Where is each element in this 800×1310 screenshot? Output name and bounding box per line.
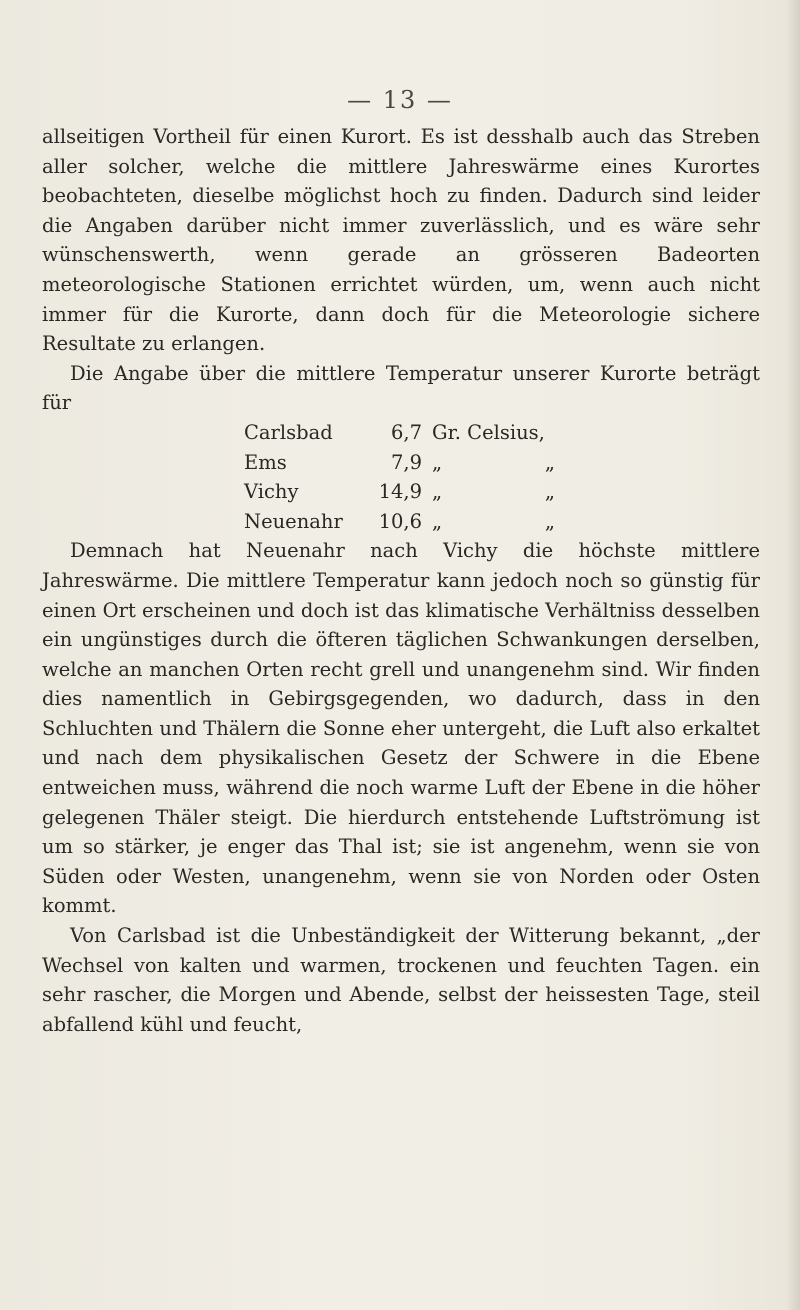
paragraph-1: allseitigen Vortheil für einen Kurort. Es ist desshalb auch das Streben aller solcher, welche die mittlere Jahreswärme eines Kurortes beobachteten, dieselbe möglichst hoch zu finden. Dadurch sind leider die Angaben darüber nicht immer zuverlässlich, und es wäre sehr wünschenswerth, wenn gerade an grösseren Badeorten meteorologische Stationen errichtet würden, um, wenn auch nicht immer für die Kurorte, dann doch für die Meteorologie sichere Resultate zu erlangen. (42, 125, 760, 356)
temperature-value: 6,7 (390, 420, 422, 444)
temperature-ditto: „ (544, 450, 555, 474)
temperature-value: 14,9 (378, 480, 422, 504)
page-number: — 13 — (347, 86, 453, 114)
body-text (42, 122, 760, 1039)
temperature-place: Vichy (244, 480, 299, 504)
temperature-row (244, 507, 585, 537)
page-edge-shadow (786, 0, 800, 1310)
temperature-unit: „ (432, 450, 443, 474)
temperature-row (244, 477, 585, 507)
paragraph-4: Von Carlsbad ist die Unbeständigkeit der Witterung bekannt, „der Wechsel von kalten und warmen, trockenen und feuchten Tagen. ein sehr rascher, die Morgen und Abende, selbst der heissesten Tage, steil abfallend kühl und feucht, (42, 924, 760, 1036)
temperature-place: Ems (244, 450, 287, 474)
temperature-place: Carlsbad (244, 420, 333, 444)
temperature-table (244, 418, 585, 536)
temperature-value: 7,9 (390, 450, 422, 474)
temperature-unit: Gr. Celsius, (432, 420, 545, 444)
paragraph-3: Demnach hat Neuenahr nach Vichy die höchste mittlere Jahreswärme. Die mittlere Temperatur kann jedoch noch so günstig für einen Ort erscheinen und doch ist das klimatische Verhältniss desselben ein ungünstiges durch die öfteren täglichen Schwankungen derselben, welche an manchen Orten recht grell und unangenehm sind. Wir finden dies namentlich in Gebirgsgegenden, wo dadurch, dass in den Schluchten und Thälern die Sonne eher untergeht, die Luft also erkaltet und nach dem physikalischen Gesetz der Schwere in die Ebene entweichen muss, während die noch warme Luft der Ebene in die höher gelegenen Thäler steigt. Die hierdurch entstehende Luftströmung ist um so stärker, je enger das Thal ist; sie ist angenehm, wenn sie von Süden oder Westen, unangenehm, wenn sie von Norden oder Osten kommt. (42, 539, 760, 918)
temperature-value: 10,6 (378, 509, 422, 533)
temperature-unit: „ (432, 480, 443, 504)
temperature-ditto: „ (544, 480, 555, 504)
temperature-ditto (545, 418, 585, 448)
temperature-place: Neuenahr (244, 509, 343, 533)
paragraph-2: Die Angabe über die mittlere Temperatur unserer Kurorte beträgt für (42, 361, 760, 415)
temperature-unit: „ (432, 509, 443, 533)
temperature-row (244, 448, 585, 478)
temperature-ditto: „ (544, 509, 555, 533)
temperature-row (244, 418, 585, 448)
